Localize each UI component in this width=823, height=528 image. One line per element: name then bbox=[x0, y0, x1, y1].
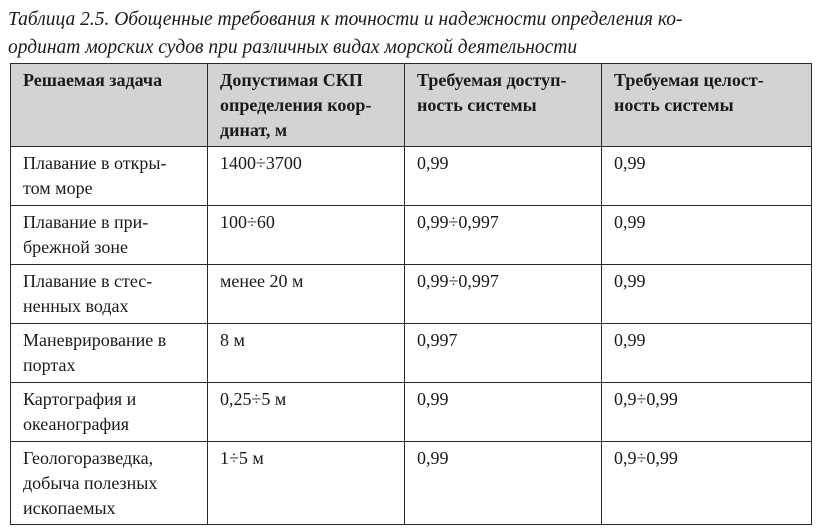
header-integrity-line: Требуемая целост- bbox=[614, 70, 764, 90]
header-skp-line: определения коор- bbox=[220, 95, 372, 115]
table-row bbox=[11, 206, 812, 265]
header-skp bbox=[208, 64, 405, 147]
cell-skp: 8 м bbox=[208, 324, 405, 383]
cell-task-line: том море bbox=[23, 178, 93, 198]
cell-task-line: океанография bbox=[23, 414, 130, 434]
header-task bbox=[11, 64, 208, 147]
cell-task bbox=[11, 383, 208, 442]
cell-task bbox=[11, 265, 208, 324]
cell-integrity: 0,99 bbox=[602, 265, 812, 324]
cell-task-line: ненных водах bbox=[23, 296, 129, 316]
cell-integrity: 0,99 bbox=[602, 147, 812, 206]
header-availability-line: Требуемая доступ- bbox=[417, 70, 567, 90]
header-integrity-line: ность системы bbox=[614, 95, 734, 115]
cell-integrity: 0,99 bbox=[602, 324, 812, 383]
cell-task-line: Геологоразведка, bbox=[23, 448, 154, 468]
header-integrity bbox=[602, 64, 812, 147]
cell-skp: 100÷60 bbox=[208, 206, 405, 265]
cell-task bbox=[11, 324, 208, 383]
cell-skp: 1÷5 м bbox=[208, 442, 405, 525]
cell-task-line: Картография и bbox=[23, 389, 137, 409]
cell-task-line: брежной зоне bbox=[23, 237, 128, 257]
cell-availability: 0,99÷0,997 bbox=[405, 265, 602, 324]
table-row bbox=[11, 265, 812, 324]
cell-task-line: Маневрирование в bbox=[23, 330, 167, 350]
header-skp-line: Допустимая СКП bbox=[220, 70, 363, 90]
caption-line-2: ординат морских судов при различных видах морской деятельности bbox=[8, 37, 578, 58]
header-row bbox=[11, 64, 812, 147]
cell-skp: 1400÷3700 bbox=[208, 147, 405, 206]
table-row bbox=[11, 383, 812, 442]
header-skp-line: динат, м bbox=[220, 120, 288, 140]
cell-task-line: портах bbox=[23, 355, 76, 375]
cell-task-line: Плавание в при- bbox=[23, 212, 149, 232]
table-row bbox=[11, 324, 812, 383]
cell-task bbox=[11, 147, 208, 206]
cell-task bbox=[11, 206, 208, 265]
table-row bbox=[11, 147, 812, 206]
cell-task-line: ископаемых bbox=[23, 498, 116, 518]
requirements-table bbox=[10, 63, 812, 525]
cell-integrity: 0,9÷0,99 bbox=[602, 383, 812, 442]
cell-skp: менее 20 м bbox=[208, 265, 405, 324]
cell-availability: 0,99÷0,997 bbox=[405, 206, 602, 265]
header-availability bbox=[405, 64, 602, 147]
header-task-line: Решаемая задача bbox=[23, 70, 163, 90]
cell-integrity: 0,99 bbox=[602, 206, 812, 265]
cell-integrity: 0,9÷0,99 bbox=[602, 442, 812, 525]
cell-task-line: добыча полезных bbox=[23, 473, 158, 493]
cell-availability: 0,99 bbox=[405, 442, 602, 525]
caption-line-1: Таблица 2.5. Обощенные требования к точности и надежности определения ко- bbox=[8, 9, 683, 30]
cell-availability: 0,997 bbox=[405, 324, 602, 383]
cell-availability: 0,99 bbox=[405, 383, 602, 442]
table-caption bbox=[8, 6, 816, 62]
cell-task-line: Плавание в стес- bbox=[23, 271, 153, 291]
cell-task bbox=[11, 442, 208, 525]
cell-skp: 0,25÷5 м bbox=[208, 383, 405, 442]
cell-availability: 0,99 bbox=[405, 147, 602, 206]
table-row bbox=[11, 442, 812, 525]
cell-task-line: Плавание в откры- bbox=[23, 153, 167, 173]
header-availability-line: ность системы bbox=[417, 95, 537, 115]
